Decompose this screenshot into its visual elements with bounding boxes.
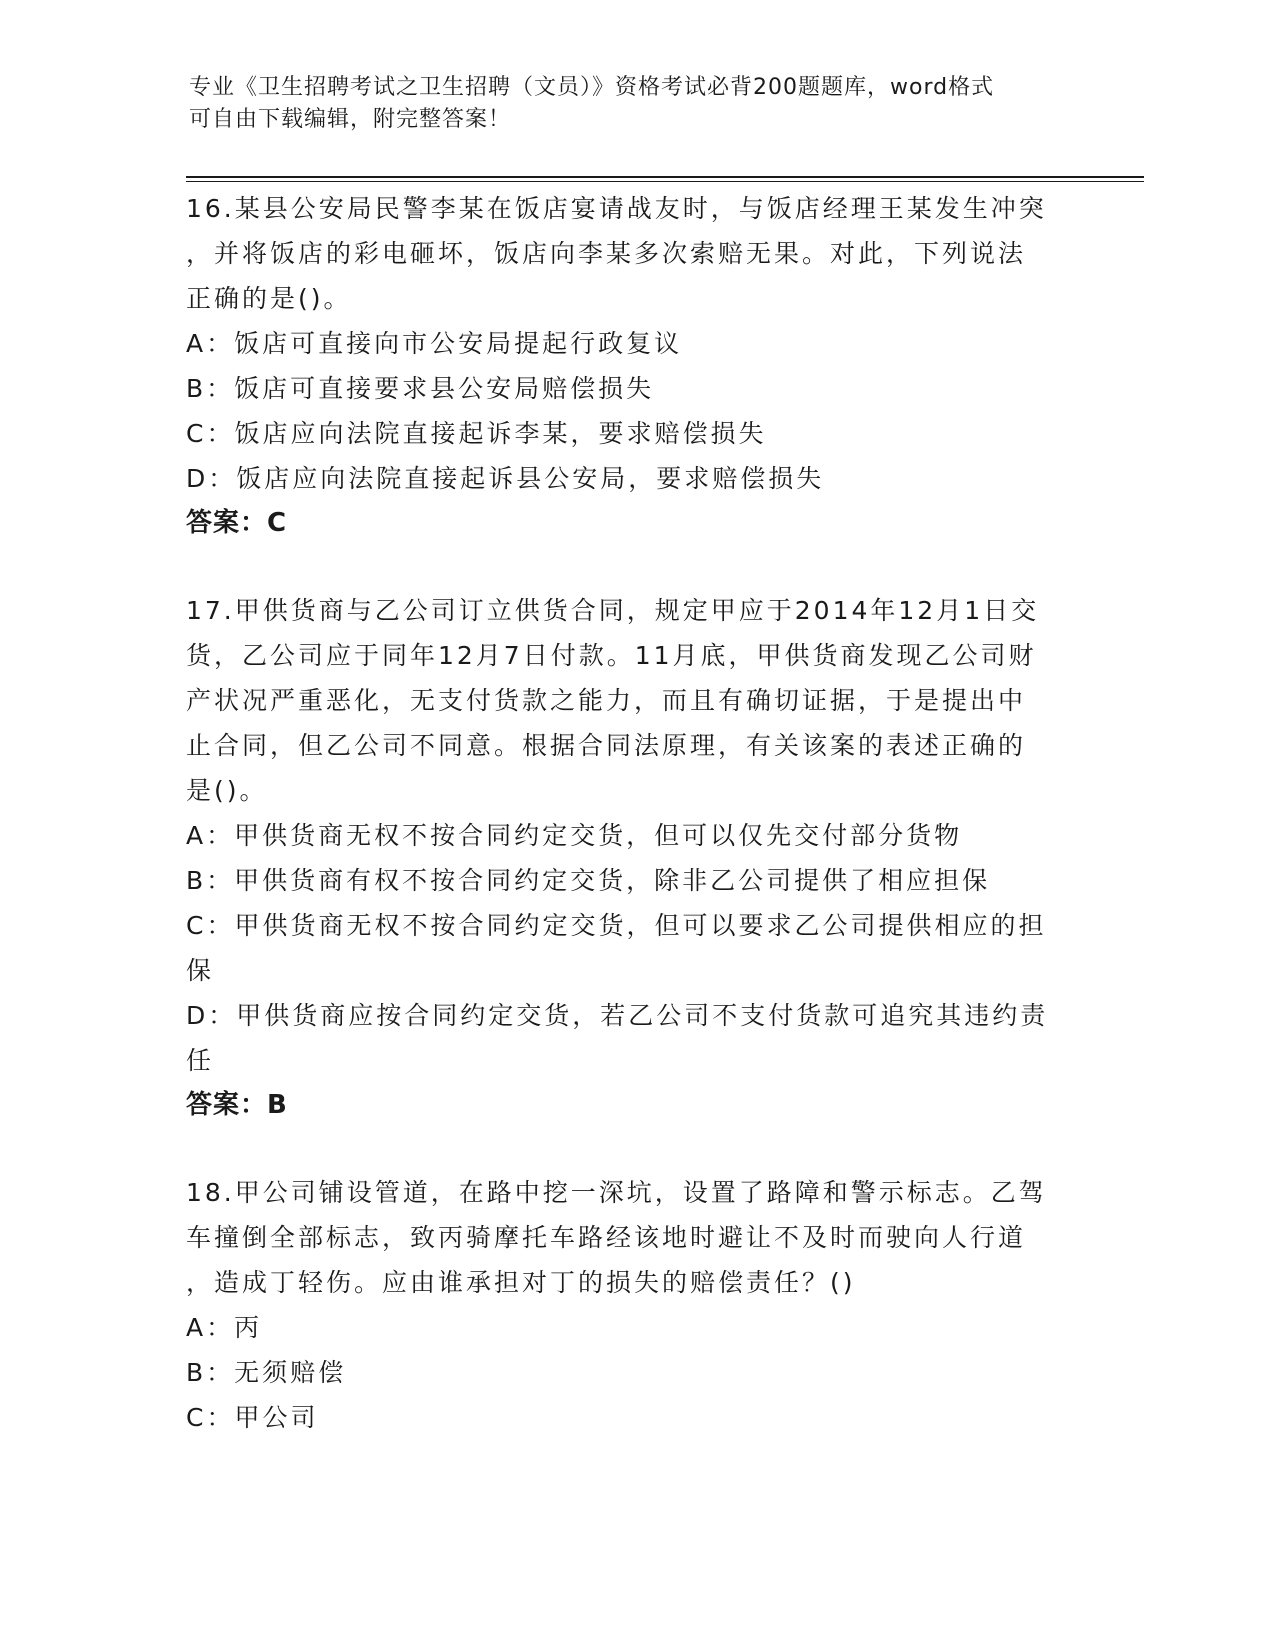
option-c: C：饭店应向法院直接起诉李某，要求赔偿损失 [186,419,767,448]
question-stem-line: 货，乙公司应于同年12月7日付款。11月底，甲供货商发现乙公司财 [186,641,1037,670]
header-line-1: 专业《卫生招聘考试之卫生招聘（文员）》资格考试必背200题题库，word格式 [189,75,995,100]
header-line-2: 可自由下载编辑，附完整答案！ [189,107,512,132]
option-a: A：饭店可直接向市公安局提起行政复议 [186,329,683,358]
question-stem-line: 正确的是()。 [186,284,352,313]
option-a: A：丙 [186,1313,263,1342]
document-header [189,72,1069,136]
option-c: C：甲供货商无权不按合同约定交货，但可以要求乙公司提供相应的担 保 [186,911,1047,985]
question-stem-line: ，并将饭店的彩电砸坏，饭店向李某多次索赔无果。对此，下列说法 [186,239,1027,268]
question-18 [186,1170,1086,1440]
answer-line: 答案：C [186,508,288,538]
question-stem-line: 止合同，但乙公司不同意。根据合同法原理，有关该案的表述正确的 [186,731,1027,760]
question-stem-line: 车撞倒全部标志，致丙骑摩托车路经该地时避让不及时而驶向人行道 [186,1223,1027,1252]
question-stem-line: 17.甲供货商与乙公司订立供货合同，规定甲应于2014年12月1日交 [186,596,1040,625]
question-17 [186,588,1086,1128]
option-d: D：饭店应向法院直接起诉县公安局，要求赔偿损失 [186,464,825,493]
option-c: C：甲公司 [186,1403,319,1432]
question-stem-line: 18.甲公司铺设管道，在路中挖一深坑，设置了路障和警示标志。乙驾 [186,1178,1047,1207]
question-16 [186,186,1086,546]
answer-line: 答案：B [186,1090,288,1120]
option-b: B：甲供货商有权不按合同约定交货，除非乙公司提供了相应担保 [186,866,991,895]
question-stem-line: 16.某县公安局民警李某在饭店宴请战友时，与饭店经理王某发生冲突 [186,194,1047,223]
header-divider-thin [186,181,1144,182]
question-stem-line: 是()。 [186,776,268,805]
option-d: D：甲供货商应按合同约定交货，若乙公司不支付货款可追究其违约责 任 [186,1001,1049,1075]
question-stem-line: ，造成丁轻伤。应由谁承担对丁的损失的赔偿责任？() [186,1268,856,1297]
option-a: A：甲供货商无权不按合同约定交货，但可以仅先交付部分货物 [186,821,963,850]
option-b: B：无须赔偿 [186,1358,347,1387]
option-b: B：饭店可直接要求县公安局赔偿损失 [186,374,655,403]
question-list [186,186,1086,1482]
question-stem-line: 产状况严重恶化，无支付货款之能力，而且有确切证据，于是提出中 [186,686,1027,715]
header-divider-thick [186,176,1144,178]
